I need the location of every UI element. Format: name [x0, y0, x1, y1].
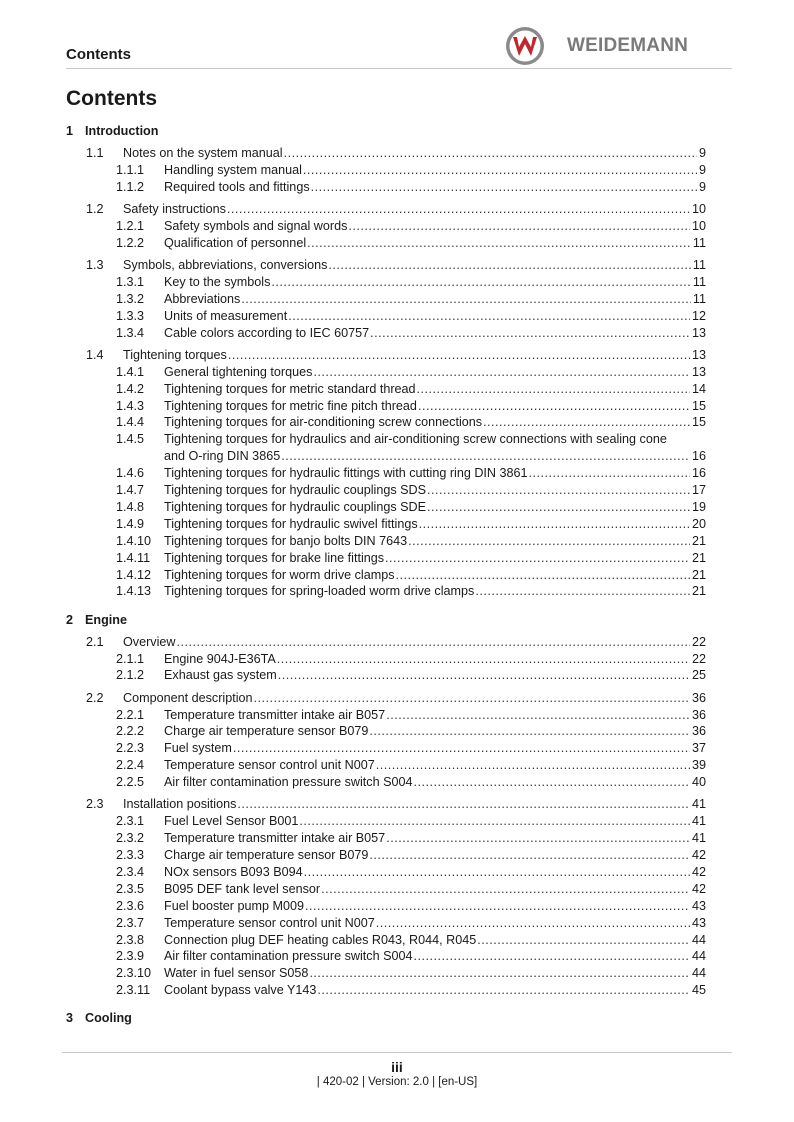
entry-page-number: 41 — [691, 814, 706, 829]
toc-subsection-2.3.5[interactable] — [116, 881, 706, 898]
entry-number: 2.3.8 — [116, 932, 145, 947]
entry-number: 2.3.7 — [116, 915, 145, 930]
toc-subsection-2.1.1[interactable] — [116, 651, 706, 668]
toc-chapter-1[interactable] — [66, 122, 158, 140]
entry-title: B095 DEF tank level sensor — [164, 881, 321, 896]
toc-subsection-2.3.3[interactable] — [116, 847, 706, 864]
entry-page-number: 11 — [692, 274, 706, 289]
dot-leader — [369, 847, 690, 864]
entry-title: Tightening torques for air-conditioning screw connections — [164, 415, 483, 430]
dot-leader — [278, 667, 690, 684]
entry-title: Temperature transmitter intake air B057 — [164, 707, 386, 722]
entry-page-number: 15 — [691, 398, 706, 413]
dot-leader — [309, 965, 690, 982]
dot-leader — [385, 550, 690, 567]
dot-leader — [477, 932, 690, 949]
footer-document-info: | 420-02 | Version: 2.0 | [en-US] — [316, 1076, 478, 1088]
entry-number: 1.4.13 — [116, 584, 152, 599]
entry-title: Notes on the system manual — [123, 146, 283, 160]
entry-title: Handling system manual — [164, 162, 302, 177]
entry-number: 1.4.6 — [116, 466, 145, 481]
toc-subsection-2.3.4[interactable] — [116, 864, 706, 881]
entry-page-number: 36 — [691, 690, 706, 705]
entry-page-number: 9 — [698, 146, 706, 160]
dot-leader — [281, 448, 690, 465]
entry-page-number: 10 — [691, 202, 706, 216]
entry-number: 1.4 — [86, 347, 104, 362]
entry-number: 1.3.1 — [116, 274, 145, 289]
dot-leader — [414, 948, 690, 965]
toc-subsection-1.3.3[interactable] — [116, 308, 706, 325]
toc-section-1.4[interactable] — [86, 347, 706, 364]
entry-title: Safety instructions — [123, 202, 226, 216]
entry-page-number: 37 — [691, 741, 706, 756]
entry-number: 1.3.3 — [116, 308, 145, 323]
dot-leader — [414, 774, 690, 791]
dot-leader — [396, 567, 690, 584]
dot-leader — [311, 179, 697, 196]
entry-number: 2.3.10 — [116, 966, 152, 981]
dot-leader — [277, 651, 690, 668]
entry-title: Air filter contamination pressure switch S004 — [164, 949, 413, 964]
dot-leader — [254, 690, 690, 707]
entry-title: Units of measurement — [164, 308, 288, 323]
running-header-title: Contents — [66, 46, 131, 63]
dot-leader — [176, 634, 690, 651]
toc-subsection-1.4.5-line2[interactable] — [164, 448, 706, 465]
entry-number: 1.1 — [86, 146, 104, 160]
chapter-number: 1 — [66, 124, 74, 138]
entry-number: 1.2 — [86, 202, 104, 216]
toc-subsection-1.3.2[interactable] — [116, 291, 706, 308]
entry-title: Fuel system — [164, 741, 232, 756]
entry-page-number: 20 — [691, 516, 706, 531]
toc-subsection-1.4.10[interactable] — [116, 533, 706, 550]
entry-number: 1.4.5 — [116, 432, 145, 447]
toc-subsection-1.4.9[interactable] — [116, 516, 706, 533]
entry-number: 1.4.10 — [116, 533, 152, 548]
dot-leader — [418, 398, 690, 415]
chapter-title: Cooling — [85, 1011, 132, 1026]
toc-subsection-1.3.1[interactable] — [116, 274, 706, 291]
entry-number: 1.2.2 — [116, 235, 145, 250]
chapter-number: 2 — [66, 612, 74, 627]
entry-title: Cable colors according to IEC 60757 — [164, 325, 370, 340]
entry-number: 2.3.3 — [116, 848, 145, 862]
entry-number: 2.1.2 — [116, 668, 145, 683]
dot-leader — [313, 364, 690, 381]
entry-page-number: 12 — [691, 308, 706, 323]
entry-page-number: 36 — [691, 707, 706, 722]
dot-leader — [417, 381, 690, 398]
entry-title: Connection plug DEF heating cables R043, R044, R045 — [164, 932, 477, 947]
toc-subsection-1.4.12[interactable] — [116, 567, 706, 584]
toc-subsection-1.1.1[interactable] — [116, 162, 706, 179]
entry-page-number: 40 — [691, 775, 706, 790]
dot-leader — [376, 757, 690, 774]
toc-subsection-1.2.2[interactable] — [116, 235, 706, 252]
dot-leader — [233, 740, 690, 757]
toc-subsection-2.2.3[interactable] — [116, 740, 706, 757]
toc-subsection-2.2.2[interactable] — [116, 723, 706, 740]
entry-page-number: 21 — [691, 533, 706, 548]
chapter-title: Engine — [85, 612, 127, 627]
entry-number: 2.3.1 — [116, 814, 145, 829]
dot-leader — [427, 499, 690, 516]
entry-title: Tightening torques for hydraulic swivel fittings — [164, 516, 418, 531]
dot-leader — [408, 533, 690, 550]
dot-leader — [305, 898, 690, 915]
dot-leader — [304, 864, 690, 881]
entry-title: Charge air temperature sensor B079 — [164, 724, 369, 739]
dot-leader — [483, 414, 690, 431]
entry-title: Air filter contamination pressure switch S004 — [164, 775, 413, 790]
dot-leader — [321, 881, 690, 898]
entry-page-number: 13 — [691, 325, 706, 340]
toc-subsection-1.3.4[interactable] — [116, 325, 706, 342]
entry-page-number: 9 — [698, 162, 706, 177]
dot-leader — [317, 982, 690, 999]
entry-page-number: 13 — [691, 364, 706, 379]
dot-leader — [369, 723, 690, 740]
entry-number: 2.3.2 — [116, 831, 145, 846]
entry-page-number: 13 — [691, 347, 706, 362]
entry-page-number: 43 — [691, 898, 706, 913]
entry-number: 2.2.1 — [116, 707, 145, 722]
dot-leader — [299, 813, 690, 830]
entry-page-number: 21 — [691, 567, 706, 582]
entry-number: 1.4.9 — [116, 516, 145, 531]
entry-page-number: 43 — [691, 915, 706, 930]
entry-title: Tightening torques for worm drive clamps — [164, 567, 395, 582]
toc-subsection-1.4.5-line1[interactable] — [116, 431, 706, 448]
entry-title: NOx sensors B093 B094 — [164, 864, 303, 879]
dot-leader — [288, 308, 690, 325]
toc-subsection-1.4.4[interactable] — [116, 414, 706, 431]
entry-number: 1.4.1 — [116, 364, 145, 379]
entry-number: 2.1.1 — [116, 651, 145, 666]
entry-number: 2.2.2 — [116, 724, 145, 739]
toc-subsection-2.2.5[interactable] — [116, 774, 706, 791]
entry-number: 2.3.9 — [116, 949, 145, 964]
toc-subsection-1.4.3[interactable] — [116, 398, 706, 415]
toc-subsection-2.3.10[interactable] — [116, 965, 706, 982]
dot-leader — [227, 201, 690, 218]
toc-subsection-2.3.8[interactable] — [116, 932, 706, 949]
entry-page-number: 16 — [691, 449, 706, 464]
brand-wordmark: WEIDEMANN — [567, 35, 689, 56]
dot-leader — [241, 291, 691, 308]
entry-number: 2.3.5 — [116, 881, 145, 896]
entry-number: 2.2.4 — [116, 758, 145, 773]
dot-leader — [386, 707, 690, 724]
entry-title: Key to the symbols — [164, 274, 271, 289]
entry-page-number: 44 — [691, 966, 706, 981]
dot-leader — [419, 516, 690, 533]
entry-title: Coolant bypass valve Y143 — [164, 983, 317, 998]
entry-title: Tightening torques for hydraulic fittings with cutting ring DIN 3861 — [164, 466, 528, 481]
toc-subsection-2.3.1[interactable] — [116, 813, 706, 830]
entry-title: Installation positions — [123, 797, 237, 812]
toc-subsection-2.1.2[interactable] — [116, 667, 706, 684]
dot-leader — [284, 145, 697, 162]
entry-title: Fuel booster pump M009 — [164, 898, 305, 913]
chapter-title: Introduction — [85, 124, 159, 138]
toc-subsection-2.3.9[interactable] — [116, 948, 706, 965]
entry-page-number: 17 — [691, 483, 706, 497]
entry-page-number: 11 — [692, 235, 706, 250]
toc-section-2.3[interactable] — [86, 796, 706, 813]
entry-title: Exhaust gas system — [164, 668, 277, 683]
entry-page-number: 39 — [691, 758, 706, 773]
dot-leader — [427, 482, 690, 499]
toc-subsection-1.4.7[interactable] — [116, 482, 706, 499]
entry-title: Tightening torques for brake line fittings — [164, 550, 385, 565]
dot-leader — [529, 465, 690, 482]
entry-number: 1.4.2 — [116, 381, 145, 396]
toc-subsection-2.3.7[interactable] — [116, 915, 706, 932]
toc-subsection-1.2.1[interactable] — [116, 218, 706, 235]
dot-leader — [271, 274, 691, 291]
entry-number: 1.4.3 — [116, 398, 145, 413]
entry-title: Overview — [123, 634, 176, 649]
entry-page-number: 11 — [692, 258, 706, 272]
toc-subsection-1.4.6[interactable] — [116, 465, 706, 482]
entry-number: 1.4.11 — [116, 550, 151, 565]
entry-page-number: 42 — [691, 881, 706, 896]
entry-number: 2.3.4 — [116, 864, 145, 879]
entry-number: 2.1 — [86, 634, 104, 649]
entry-title: Tightening torques — [123, 347, 227, 362]
dot-leader — [303, 162, 697, 179]
entry-page-number: 15 — [691, 415, 706, 430]
entry-title: Symbols, abbreviations, conversions — [123, 258, 328, 272]
entry-page-number: 41 — [691, 831, 706, 846]
toc-section-1.2[interactable] — [86, 201, 706, 218]
dot-leader — [228, 347, 690, 364]
entry-page-number: 44 — [691, 932, 706, 947]
entry-title: Tightening torques for metric standard thread — [164, 381, 416, 396]
entry-number: 1.2.1 — [116, 218, 145, 233]
entry-page-number: 16 — [691, 466, 706, 481]
dot-leader — [348, 218, 690, 235]
toc-subsection-1.4.8[interactable] — [116, 499, 706, 516]
toc-subsection-2.3.2[interactable] — [116, 830, 706, 847]
entry-number: 2.2 — [86, 690, 104, 705]
toc-section-1.1[interactable] — [86, 145, 706, 162]
entry-title: Tightening torques for spring-loaded worm drive clamps — [164, 584, 475, 599]
entry-page-number: 21 — [691, 550, 706, 565]
entry-page-number: 44 — [691, 949, 706, 964]
entry-title: Tightening torques for hydraulic couplings SDS — [164, 483, 427, 497]
page-title: Contents — [66, 87, 157, 110]
entry-number: 2.2.3 — [116, 741, 145, 756]
entry-number: 1.3 — [86, 258, 104, 272]
entry-number: 1.4.4 — [116, 415, 145, 430]
entry-number: 1.4.7 — [116, 483, 145, 497]
entry-page-number: 22 — [691, 651, 706, 666]
entry-page-number: 42 — [691, 864, 706, 879]
toc-subsection-1.4.2[interactable] — [116, 381, 706, 398]
toc-section-1.3[interactable] — [86, 257, 706, 274]
toc-chapter-2[interactable] — [66, 611, 127, 629]
entry-page-number: 11 — [692, 291, 706, 306]
dot-leader — [475, 583, 690, 600]
entry-title: Engine 904J-E36TA — [164, 651, 276, 666]
footer-divider — [62, 1052, 732, 1053]
entry-title: Tightening torques for metric fine pitch thread — [164, 398, 417, 413]
dot-leader — [237, 796, 690, 813]
entry-page-number: 9 — [698, 179, 706, 194]
entry-title: Safety symbols and signal words — [164, 218, 348, 233]
entry-number: 1.1.1 — [116, 162, 145, 177]
entry-title: Charge air temperature sensor B079 — [164, 848, 369, 862]
entry-number: 1.4.8 — [116, 499, 145, 514]
entry-page-number: 10 — [691, 218, 706, 233]
chapter-number: 3 — [66, 1011, 74, 1026]
entry-number: 2.3.6 — [116, 898, 145, 913]
entry-page-number: 21 — [691, 584, 706, 599]
entry-page-number: 41 — [691, 797, 706, 812]
entry-number: 1.1.2 — [116, 179, 145, 194]
toc-subsection-2.2.4[interactable] — [116, 757, 706, 774]
entry-title: Temperature sensor control unit N007 — [164, 915, 375, 930]
entry-title: Tightening torques for banjo bolts DIN 7643 — [164, 533, 408, 548]
toc-subsection-1.1.2[interactable] — [116, 179, 706, 196]
footer-page-number: iii — [391, 1059, 403, 1075]
entry-number: 2.2.5 — [116, 775, 145, 790]
dot-leader — [386, 830, 690, 847]
entry-number: 2.3 — [86, 797, 104, 812]
toc-chapter-3[interactable] — [66, 1009, 132, 1027]
dot-leader — [376, 915, 690, 932]
entry-title: Water in fuel sensor S058 — [164, 966, 309, 981]
entry-page-number: 36 — [691, 724, 706, 739]
toc-subsection-1.4.13[interactable] — [116, 583, 706, 600]
entry-title: Fuel Level Sensor B001 — [164, 814, 299, 829]
toc-subsection-2.2.1[interactable] — [116, 707, 706, 724]
toc-subsection-1.4.11[interactable] — [116, 550, 706, 567]
entry-title: Component description — [123, 690, 253, 705]
toc-section-2.2[interactable] — [86, 690, 706, 707]
toc-subsection-1.4.1[interactable] — [116, 364, 706, 381]
entry-page-number: 25 — [691, 668, 706, 683]
entry-title: Temperature sensor control unit N007 — [164, 758, 375, 773]
entry-page-number: 42 — [691, 848, 706, 862]
dot-leader — [307, 235, 691, 252]
entry-number: 2.3.11 — [116, 983, 151, 998]
dot-leader — [328, 257, 691, 274]
entry-title: Tightening torques for hydraulics and air-conditioning screw connections with sealing cone — [164, 432, 667, 447]
entry-title: and O-ring DIN 3865 — [164, 449, 281, 464]
entry-title: Tightening torques for hydraulic couplings SDE — [164, 499, 427, 514]
entry-title: General tightening torques — [164, 364, 313, 379]
entry-title: Required tools and fittings — [164, 179, 310, 194]
entry-page-number: 22 — [691, 634, 706, 649]
entry-page-number: 45 — [691, 983, 706, 998]
entry-title: Abbreviations — [164, 291, 241, 306]
entry-title: Temperature transmitter intake air B057 — [164, 831, 386, 846]
entry-page-number: 19 — [691, 499, 706, 514]
entry-title: Qualification of personnel — [164, 235, 307, 250]
toc-subsection-2.3.11[interactable] — [116, 982, 706, 999]
dot-leader — [370, 325, 690, 342]
toc-section-2.1[interactable] — [86, 634, 706, 651]
entry-number: 1.3.4 — [116, 325, 145, 340]
entry-number: 1.4.12 — [116, 567, 152, 582]
toc-subsection-2.3.6[interactable] — [116, 898, 706, 915]
entry-page-number: 14 — [691, 381, 706, 396]
entry-number: 1.3.2 — [116, 291, 145, 306]
